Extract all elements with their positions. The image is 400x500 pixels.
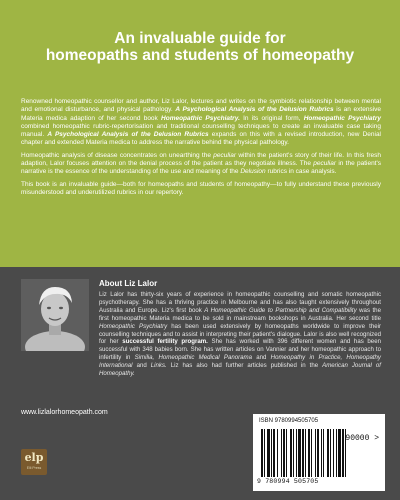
barcode-bar bbox=[330, 429, 331, 477]
description-paragraph-2 bbox=[21, 152, 381, 177]
text-run: Liz has also had further articles published in the bbox=[166, 362, 323, 370]
barcode-bar bbox=[323, 429, 324, 477]
barcode-bar bbox=[293, 429, 294, 477]
author-photo bbox=[21, 279, 89, 351]
price-code: 90000 > bbox=[345, 434, 379, 443]
headline bbox=[0, 30, 400, 64]
barcode-bar bbox=[283, 429, 285, 477]
text-run: expands on this with a revised introduction, new Denial chapter and extended Materia medica to address the narrative behind the physical pathology. bbox=[21, 131, 381, 147]
book-description bbox=[21, 98, 381, 201]
barcode-bar bbox=[315, 429, 316, 477]
headline-line-1: An invaluable guide for bbox=[114, 30, 286, 47]
author-website: www.lizlalorhomeopath.com bbox=[21, 409, 108, 416]
publication-mention: Links. bbox=[150, 362, 167, 370]
description-paragraph-1 bbox=[21, 98, 381, 148]
barcode-bar bbox=[321, 429, 322, 477]
barcode-bar bbox=[281, 429, 282, 477]
text-run: Homeopathic analysis of disease concentrates on unearthing the bbox=[21, 151, 214, 159]
text-run: has been used extensively by homeopaths worldwide to improve their counselling techniques and to assist in interpreting their patient's dialogue. Lalor is also well recognized for her bbox=[99, 322, 381, 346]
book-title-mention: A Psychological Analysis of the Delusion Rubrics bbox=[175, 106, 334, 114]
book-title-mention: Homeopathic Psychiatry. bbox=[161, 114, 240, 122]
barcode-bar bbox=[302, 429, 304, 477]
emphasis: Delusion bbox=[240, 168, 266, 176]
text-run: and bbox=[132, 362, 151, 370]
book-title-mention: A Psychological Analysis of the Delusion Rubrics bbox=[47, 131, 209, 139]
publisher-name: Elli Press bbox=[26, 466, 42, 470]
text-run: Renowned homeopathic counsellor and author, Liz Lalor, lectures and writes on the symbiotic relationship between mental and emotional disturbance, and physical pathology. bbox=[21, 98, 381, 114]
barcode-bars bbox=[261, 429, 359, 477]
about-author-heading: About Liz Lalor bbox=[99, 279, 158, 288]
cover-bottom-panel bbox=[0, 267, 400, 500]
publisher-logo-text: elp bbox=[24, 451, 44, 464]
barcode-bar bbox=[267, 429, 270, 477]
publication-mention: Homeopathy in Practice, Homeopathy International bbox=[99, 354, 381, 370]
barcode-bar bbox=[308, 429, 310, 477]
barcode-bar bbox=[311, 429, 312, 477]
text-run: within the patient's story of their life. In this fresh adaption, Lalor focuses attention on the denial process of the patient as they negotiate illness. The bbox=[21, 151, 381, 168]
book-title-mention: Homeopathic Psychiatry bbox=[99, 322, 168, 330]
barcode-digits: 9 780994 505705 bbox=[257, 478, 319, 485]
barcode-bar bbox=[317, 429, 319, 477]
text-run: rubrics in case analysis. bbox=[265, 168, 337, 176]
book-title-mention: A Homeopathic Guide to Partnership and Compatibility bbox=[204, 306, 357, 314]
barcode-bar bbox=[271, 429, 272, 477]
barcode-bar bbox=[298, 429, 301, 477]
emphasis: successful fertility program. bbox=[122, 338, 208, 346]
headline-line-2: homeopaths and students of homeopathy bbox=[45, 47, 355, 64]
barcode-bar bbox=[290, 429, 292, 477]
text-run: Liz Lalor has thirty-six years of experience in homeopathic counselling and somatic homeopathic psychotherapy. She has a thriving practice in Melbourne and has also taught extensively throughout Australia and Europe. Liz's first book bbox=[99, 291, 381, 314]
publication-mention: Similia, Homeopathic Medical Panorama bbox=[134, 354, 252, 362]
barcode-bar bbox=[286, 429, 287, 477]
barcode-bar bbox=[277, 429, 278, 477]
text-run: She has worked with 396 different women and has been successful with 348 babies born. She has written articles on Vannier and her homeopathic approach to infertility in bbox=[99, 338, 381, 362]
barcode-bar bbox=[305, 429, 306, 477]
emphasis: peculiar bbox=[213, 151, 237, 159]
text-run: combined homeopathic rubric-repertorisation and traditional counselling techniques to create an invaluable case taking manual. bbox=[21, 122, 381, 139]
barcode-bar bbox=[333, 429, 334, 477]
about-author-bio bbox=[99, 291, 381, 378]
barcode-bar bbox=[327, 429, 329, 477]
isbn-barcode bbox=[253, 414, 385, 491]
book-title-mention: Homeopathic Psychiatry bbox=[303, 114, 381, 122]
emphasis: peculiar bbox=[313, 160, 337, 168]
text-run: In its original form, bbox=[239, 114, 304, 122]
publication-mention: American Journal of Homeopathy. bbox=[99, 362, 381, 378]
barcode-bar bbox=[338, 429, 341, 477]
barcode-bar bbox=[296, 429, 297, 477]
barcode-bar bbox=[342, 429, 344, 477]
text-run: is an extensive Materia medica adaption of her second book bbox=[21, 106, 382, 122]
barcode-bar bbox=[336, 429, 337, 477]
barcode-bar bbox=[264, 429, 265, 477]
publisher-logo bbox=[21, 449, 47, 475]
description-paragraph-3: This book is an invaluable guide—both for homeopaths and students of homeopathy—to fully understand these previously misunderstood and underutilized rubrics in our repertory. bbox=[21, 180, 381, 196]
isbn-label: ISBN 9780994505705 bbox=[259, 418, 319, 424]
barcode-bar bbox=[273, 429, 275, 477]
text-run: in the patient's narrative is the essence of the understanding of the use and meaning of the bbox=[21, 160, 381, 176]
barcode-bar bbox=[261, 429, 263, 477]
text-run: was the first homeopathic Materia medica to be sold in mainstream bookshops in Australia. Her second title bbox=[99, 306, 381, 322]
text-run: and bbox=[252, 354, 271, 362]
